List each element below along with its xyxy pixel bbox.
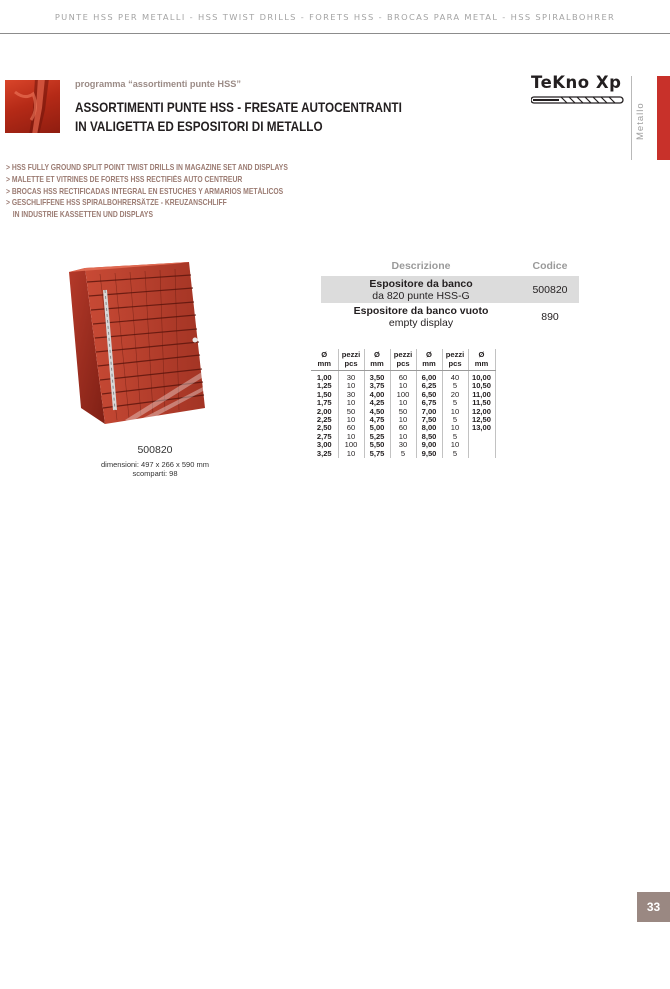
diameter-cell: 9,50: [416, 450, 442, 458]
contents-col-header: [390, 349, 416, 371]
col-header-unit: mm: [474, 358, 489, 368]
diameter-cell: 8,00: [416, 424, 442, 432]
contents-row: [311, 450, 495, 458]
drill-thumbnail: [5, 80, 60, 133]
col-header-label: pezzi: [445, 350, 465, 359]
diameter-cell: 10,50: [468, 382, 495, 390]
pieces-cell: 5: [390, 450, 416, 458]
pieces-cell: 50: [338, 408, 364, 416]
diameter-cell: 4,75: [364, 416, 390, 424]
pieces-cell: 60: [338, 424, 364, 432]
translation-de-cont: IN INDUSTRIE KASSETTEN UND DISPLAYS: [12, 210, 153, 220]
contents-table: [311, 349, 496, 458]
item-name: Espositore da banco vuoto: [353, 304, 489, 317]
col-header-unit: pcs: [448, 358, 462, 368]
diameter-cell: [468, 433, 495, 441]
diameter-cell: 4,00: [364, 391, 390, 399]
diameter-cell: 5,50: [364, 441, 390, 449]
pieces-cell: 5: [442, 450, 468, 458]
item-code: 890: [541, 310, 559, 323]
contents-header: [311, 349, 495, 371]
diameter-cell: 3,25: [311, 450, 338, 458]
diameter-cell: 2,25: [311, 416, 338, 424]
pieces-cell: 10: [338, 450, 364, 458]
contents-col-header: [416, 349, 442, 371]
col-header-unit: pcs: [396, 358, 410, 368]
col-header-label: pezzi: [393, 350, 413, 359]
item-name: Espositore da banco: [369, 277, 473, 290]
category-side-label: Metallo: [635, 102, 646, 140]
diameter-cell: 12,50: [468, 416, 495, 424]
diameter-cell: 4,50: [364, 408, 390, 416]
diameter-cell: [468, 450, 495, 458]
drill-bit-icon: [531, 96, 625, 104]
pieces-cell: 10: [390, 382, 416, 390]
pieces-cell: 5: [442, 433, 468, 441]
pieces-cell: 5: [442, 416, 468, 424]
brand-name: TeKno Xp: [531, 73, 622, 92]
diameter-cell: 8,50: [416, 433, 442, 441]
product-specs: [60, 460, 250, 478]
pieces-cell: 10: [442, 408, 468, 416]
diameter-cell: 12,00: [468, 408, 495, 416]
pieces-cell: 10: [390, 399, 416, 407]
pieces-cell: 10: [338, 433, 364, 441]
pieces-cell: 30: [338, 391, 364, 399]
translation-en: > HSS FULLY GROUND SPLIT POINT TWIST DRILLS IN MAGAZINE SET AND DISPLAYS: [6, 163, 288, 172]
col-header-unit: mm: [422, 358, 436, 368]
diameter-cell: 2,75: [311, 433, 338, 441]
product-compartments: scomparti: 98: [132, 469, 178, 478]
pieces-cell: 40: [442, 371, 468, 383]
diameter-cell: 5,25: [364, 433, 390, 441]
program-label: programma “assortimenti punte HSS”: [75, 79, 241, 89]
title-line-2: IN VALIGETTA ED ESPOSITORI DI METALLO: [75, 119, 323, 134]
diameter-cell: 6,50: [416, 391, 442, 399]
pieces-cell: 10: [338, 416, 364, 424]
diameter-cell: 3,50: [364, 371, 390, 383]
pieces-cell: 10: [442, 441, 468, 449]
diameter-cell: 4,25: [364, 399, 390, 407]
translation-de: > GESCHLIFFENE HSS SPIRALBOHRERSÄTZE - KREUZANSCHLIFF: [6, 198, 227, 208]
col-code: Codice: [532, 260, 568, 272]
col-header-unit: mm: [370, 358, 384, 368]
contents-col-header: [468, 349, 495, 371]
pieces-cell: 5: [442, 382, 468, 390]
col-header-label: pezzi: [341, 350, 361, 359]
contents-col-header: [364, 349, 390, 371]
contents-col-header: [311, 349, 338, 371]
diameter-cell: 1,25: [311, 382, 338, 390]
brand-logo: [531, 73, 626, 92]
diameter-cell: 6,00: [416, 371, 442, 383]
catalog-row: [321, 303, 579, 330]
running-header: PUNTE HSS PER METALLI - HSS TWIST DRILLS - FORETS HSS - BROCAS PARA METAL - HSS SPIRALBOHRER: [54, 12, 616, 22]
diameter-cell: 7,50: [416, 416, 442, 424]
col-header-label: Ø: [374, 350, 380, 359]
catalog-row: [321, 276, 579, 303]
pieces-cell: 10: [442, 424, 468, 432]
contents-col-header: [338, 349, 364, 371]
diameter-cell: 10,00: [468, 371, 495, 383]
col-description: Descrizione: [391, 260, 451, 272]
page-number: 33: [637, 892, 670, 922]
pieces-cell: 50: [390, 408, 416, 416]
pieces-cell: 60: [390, 371, 416, 383]
diameter-cell: 5,75: [364, 450, 390, 458]
item-sub: da 820 punte HSS-G: [372, 289, 470, 302]
diameter-cell: 7,00: [416, 408, 442, 416]
pieces-cell: 10: [338, 382, 364, 390]
pieces-cell: 20: [442, 391, 468, 399]
col-header-label: Ø: [426, 350, 432, 359]
translation-fr: > MALETTE ET VITRINES DE FORETS HSS RECTIFIÉS AUTO CENTREUR: [6, 174, 243, 184]
contents-col-header: [442, 349, 468, 371]
title-line-1: ASSORTIMENTI PUNTE HSS - FRESATE AUTOCENTRANTI: [75, 100, 402, 115]
pieces-cell: 10: [390, 416, 416, 424]
diameter-cell: 3,75: [364, 382, 390, 390]
diameter-cell: 13,00: [468, 424, 495, 432]
diameter-cell: 1,75: [311, 399, 338, 407]
col-header-unit: mm: [317, 358, 331, 368]
translation-es: > BROCAS HSS RECTIFICADAS INTEGRAL EN ESTUCHES Y ARMARIOS METÁLICOS: [6, 186, 284, 196]
header-rule: [0, 33, 670, 34]
diameter-cell: 5,00: [364, 424, 390, 432]
diameter-cell: 1,50: [311, 391, 338, 399]
diameter-cell: 11,50: [468, 399, 495, 407]
page-title: [75, 98, 402, 136]
diameter-cell: 9,00: [416, 441, 442, 449]
diameter-cell: [468, 441, 495, 449]
col-header-label: Ø: [321, 350, 328, 359]
pieces-cell: 60: [390, 424, 416, 432]
category-tab: [657, 76, 670, 160]
col-header-unit: pcs: [344, 358, 358, 368]
diameter-cell: 2,00: [311, 408, 338, 416]
col-header-label: Ø: [478, 350, 485, 359]
pieces-cell: 10: [390, 433, 416, 441]
diameter-cell: 1,00: [311, 371, 338, 383]
translation-list: [6, 162, 342, 221]
pieces-cell: 5: [442, 399, 468, 407]
diameter-cell: 11,00: [468, 391, 495, 399]
catalog-header: [321, 256, 579, 276]
item-sub: empty display: [388, 316, 454, 329]
diameter-cell: 6,25: [416, 382, 442, 390]
pieces-cell: 100: [390, 391, 416, 399]
catalog-table: [321, 256, 579, 330]
diameter-cell: 2,50: [311, 424, 338, 432]
pieces-cell: 30: [390, 441, 416, 449]
pieces-cell: 10: [338, 399, 364, 407]
pieces-cell: 100: [338, 441, 364, 449]
diameter-cell: 6,75: [416, 399, 442, 407]
pieces-cell: 30: [338, 371, 364, 383]
side-divider: [631, 76, 632, 160]
product-dimensions: dimensioni: 497 x 266 x 590 mm: [101, 460, 209, 469]
product-code: 500820: [137, 444, 173, 456]
item-code: 500820: [532, 283, 568, 296]
display-cabinet-image: [65, 260, 210, 430]
diameter-cell: 3,00: [311, 441, 338, 449]
